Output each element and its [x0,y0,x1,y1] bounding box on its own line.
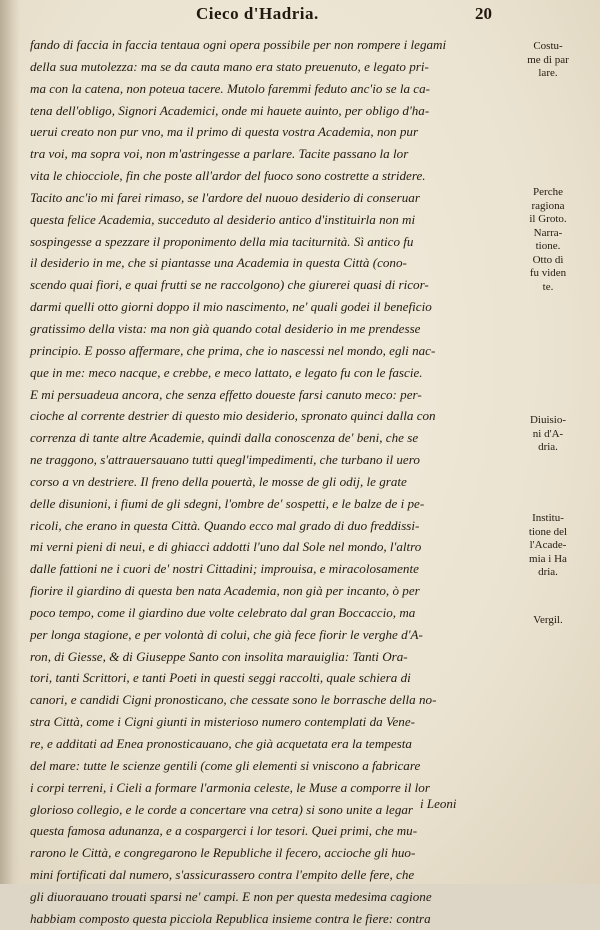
text-line: vita le chiocciole, fin che poste all'ardor del fuoco sono costrette a stridere. [30,168,426,184]
margin-note-vergil: Vergil. [533,614,563,626]
margin-note-perche: Perche ragiona il Groto. Narra- tione. Otto dì fu viden te. [529,186,567,293]
text-line: per longa stagione, e per volontà di colui, che già fece fiorir le verghe d'A- [30,626,423,642]
text-line: ne traggono, s'attrauersauano tutti quegl'impedimenti, che turbano il uero [30,452,420,468]
text-line: questa felice Academia, succeduto al desiderio antico d'instituirla non mi [30,211,416,227]
binding-gutter [0,0,20,884]
text-line: fando di faccia in faccia tentaua ogni opera possibile per non rompere i legami [30,37,447,52]
text-line: fiorire il giardino di questa ben nata Academia, non già per incanto, ò per [30,583,420,599]
text-line: ma con la catena, non poteua tacere. Mutolo faremmi feduto anc'io se la ca- [30,80,431,96]
text-line: mini fortificati dal numero, s'assicurassero contra l'empito delle fere, che [30,867,415,883]
text-line: scendo quai fiori, e quai frutti se ne raccolgono) che giurerei quasi di ricor- [30,277,429,293]
running-head: Cieco d'Hadria. [196,4,319,23]
text-line: mi verni pieni di neui, e di ghiacci addotti l'uno dal Sole nel mondo, l'altro [30,539,422,555]
catchword: i Leoni [420,796,457,811]
text-line: correnza di tante altre Academie, quindi dalla conoscenza de' beni, che se [30,430,419,446]
text-line: Tacito anc'io mi farei rimaso, se l'ardore del nuouo desiderio di conseruar [30,189,420,205]
text-line: que in me: meco nacque, e crebbe, e meco lattato, e legato fu con le fascie. [30,364,423,380]
text-line: dalle fattioni ne i cuori de' nostri Cittadini; improuisa, e miracolosamente [30,561,419,577]
text-line: ricoli, che erano in questa Città. Quando ecco mal grado di duo freddissi- [30,517,420,533]
margin-note-institutione: Institu- tione del l'Acade- mia i Ha dria. [528,512,568,578]
text-line: i corpi terreni, i Cieli a formare l'armonia celeste, le Muse a comporre il lor [30,779,430,795]
page-number: 20 [475,4,492,23]
text-line: cioche al corrente destrier di questo mio desiderio, spronato quinci dalla con [30,408,436,424]
text-line: il desiderio in me, che si piantasse una Academia in questa Città (cono- [30,255,407,271]
margin-note-costume: Costu- me di par lare. [527,40,569,79]
text-line: uerui creato non pur vno, ma il primo di questa vostra Academia, non pur [30,124,419,140]
text-line: del mare: tutte le scienze gentili (come gli elementi si vniscono a fabricare [30,757,421,773]
text-line: stra Città, come i Cigni giunti in misterioso numero contemplati da Vene- [30,714,416,730]
text-line: darmi quelli otto giorni doppo il mio nascimento, ne' quali godei il beneficio [30,299,432,315]
text-line: ron, di Giesse, & di Giuseppe Santo con insolita marauiglia: Tanti Ora- [30,648,408,664]
text-line: glorioso collegio, e le corde a concertare vna cetra) si sono unite a legar [30,801,414,817]
text-line: della sua mutolezza: ma se da cauta mano era stato preuenuto, e legato pri- [30,58,429,74]
text-line: rarono le Città, e congregarono le Republiche il fecero, accioche gli huo- [30,845,416,861]
text-line: questa famosa adunanza, e a cospargerci i lor tesori. Quei primi, che mu- [30,823,418,839]
text-line: tena dell'obligo, Signori Academici, onde mi hauete auinto, per obligo d'ha- [30,102,430,118]
text-line: sospingesse a spezzare il proponimento della mia taciturnità. Sì antico fu [30,233,414,249]
text-line: re, e additati ad Enea pronosticauano, che già acquetata era la tempesta [30,736,412,751]
text-line: habbiam composto questa picciola Republica insieme contra le fiere: contra [30,910,431,926]
text-line: E mi persuadeua ancora, che senza effetto doueste farsi canuto meco: per- [30,386,422,402]
text-line: tori, tanti Scrittori, e tanti Poeti in questi seggi raccolti, quale schiera di [30,670,411,686]
text-line: gli diuorauano trouati sparsi ne' campi. E non per questa medesima cagione [30,888,432,904]
text-line: principio. E posso affermare, che prima, che io nascessi nel mondo, egli nac- [30,342,436,358]
text-line: canori, e candidi Cigni pronosticano, che cessate sono le borrasche della no- [30,692,437,708]
text-line: gratissimo della vista: ma non già quando cotal desiderio in me prendesse [30,320,421,336]
text-line: tra voi, ma sopra voi, non m'astringesse a parlare. Tacite passano la lor [30,146,409,162]
text-line: corso a vn destriere. Il freno della pouertà, le mosse de gli odij, le grate [30,473,407,489]
margin-note-diuisioni: Diuisio- ni d'A- dria. [529,414,567,453]
text-line: delle disunioni, i fiumi de gli sdegni, l'ombre de' sospetti, e le balze de i pe- [30,495,425,511]
text-line: poco tempo, come il giardino due volte celebrato dal gran Boccaccio, ma [30,604,416,620]
